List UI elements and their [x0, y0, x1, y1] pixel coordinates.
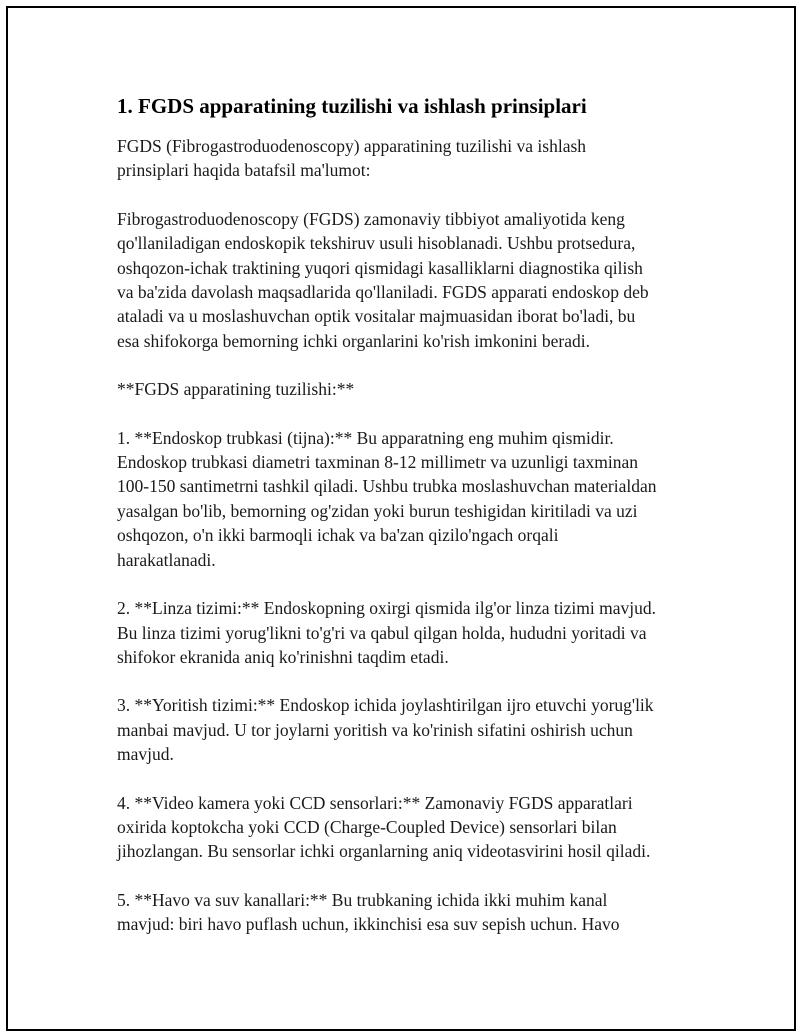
overview-paragraph: Fibrogastroduodenoscopy (FGDS) zamonaviy tibbiyot amaliyotida keng qo'llaniladigan endoskopik tekshiruv usuli hisoblanadi. Ushbu protsedura, oshqozon-ichak traktining yuqori qismidagi kasalliklarni diagnostika qilish va ba'zida davolash maqsadlarida qo'llaniladi. FGDS apparati endoskop deb ataladi va u moslashuvchan optik vositalar majmuasidan iborat bo'ladi, bu esa shifokorga bemorning ichki organlarini ko'rish imkonini beradi.: [117, 208, 649, 351]
list-item-lens-system: 2. **Linza tizimi:** Endoskopning oxirgi qismida ilg'or linza tizimi mavjud. Bu linza tizimi yorug'likni to'g'ri va qabul qilgan holda, hududni yoritadi va shifokor ekranida aniq ko'rinishni taqdim etadi.: [117, 598, 656, 667]
list-item-endoscope-tube: 1. **Endoskop trubkasi (tijna):** Bu apparatning eng muhim qismidir. Endoskop trubkasi diametri taxminan 8-12 millimetr va uzunligi taxminan 100-150 santimetrni tashkil qiladi. Ushbu trubka moslashuvchan materialdan yasalgan bo'lib, bemorning og'zidan yoki burun teshigidan kiritiladi va uzi oshqozon, o'n ikki barmoqli ichak va ba'zan qizilo'ngach orqali harakatlanadi.: [117, 427, 657, 570]
list-item-air-water-channels: 5. **Havo va suv kanallari:** Bu trubkaning ichida ikki muhim kanal mavjud: biri havo puflash uchun, ikkinchisi esa suv sepish uchun. Havo: [117, 889, 620, 935]
section-subheading: **FGDS apparatining tuzilishi:**: [117, 379, 355, 400]
list-item-video-camera: 4. **Video kamera yoki CCD sensorlari:** Zamonaviy FGDS apparatlari oxirida koptokcha yoki CCD (Charge-Coupled Device) sensorlari bilan jihozlangan. Bu sensorlar ichki organlarning aniq videotasvirini hosil qiladi.: [117, 792, 651, 862]
intro-paragraph: FGDS (Fibrogastroduodenoscopy) apparatining tuzilishi va ishlash prinsiplari haqida batafsil ma'lumot:: [117, 136, 587, 181]
document-heading: 1. FGDS apparatining tuzilishi va ishlash prinsiplari: [117, 94, 587, 118]
document-body: [117, 92, 687, 961]
list-item-lighting-system: 3. **Yoritish tizimi:** Endoskop ichida joylashtirilgan ijro etuvchi yorug'lik manbai mavjud. U tor joylarni yoritish va ko'rinish sifatini oshirish uchun mavjud.: [117, 695, 654, 765]
